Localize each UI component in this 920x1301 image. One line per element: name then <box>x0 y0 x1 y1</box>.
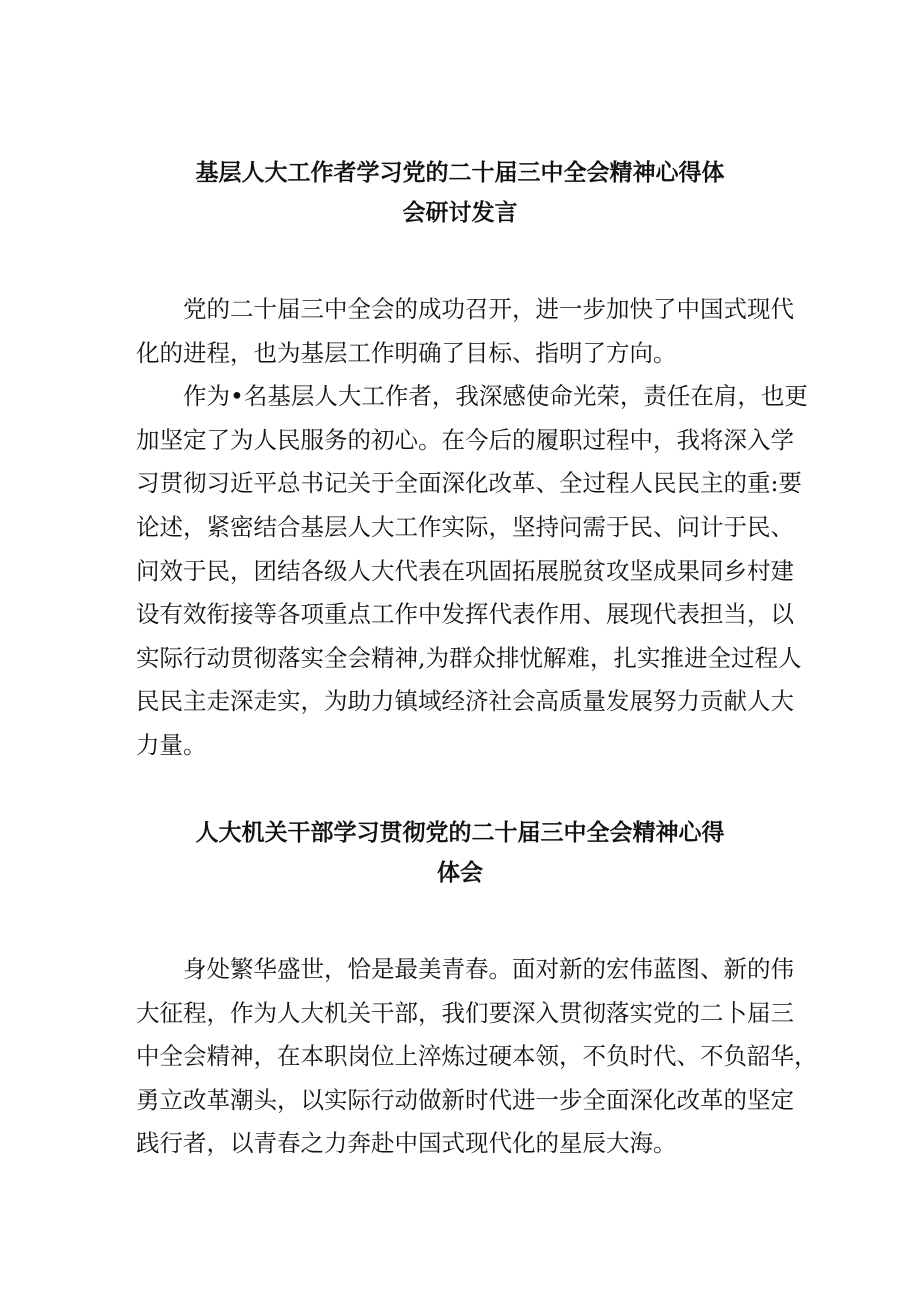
text-line: 加坚定了为人民服务的初心。在今后的履职过程中，我将深入学 <box>136 425 794 454</box>
text-line: 设有效衔接等各项重点工作中发挥代表作用、展现代表担当，以 <box>136 600 794 629</box>
text-line: 习贯彻习近平总书记关于全面深化改革、全过程人民民主的重:要 <box>136 469 802 498</box>
title-line: 人大机关干部学习贯彻党的二十届三中全会精神心得 <box>195 820 725 846</box>
text-line: 身处繁华盛世，恰是最美青春。面对新的宏伟蓝图、新的伟 <box>183 955 794 983</box>
text-line: 问效于民，团结各级人大代表在巩固拓展脱贫攻坚成果同乡村建 <box>136 556 794 585</box>
text-line: 党的二十届三中全会的成功召开，进一步加快了中国式现代 <box>183 295 794 323</box>
text-line: 力量。 <box>136 730 207 759</box>
text-line: 化的进程，也为基层工作明确了目标、指明了方向。 <box>136 338 677 367</box>
text-line: 作为•名基层人大工作者，我深感使命光荣，责任在肩，也更 <box>183 382 808 411</box>
section-2-title <box>120 813 800 893</box>
section-1-title <box>120 153 800 233</box>
section-2-body <box>136 948 818 1166</box>
text-line: 勇立改革潮头，以实际行动做新时代进一步全面深化改革的坚定 <box>136 1085 794 1114</box>
paragraph <box>136 948 818 1166</box>
title-line: 体会 <box>437 860 483 886</box>
title-line: 会研讨发言 <box>402 200 518 226</box>
text-line: 中全会精神，在本职岗位上淬炼过硬本领，不负时代、不负韶华， <box>136 1042 818 1071</box>
text-line: 民民主走深走实，为助力镇域经济社会高质量发展努力贡献人大 <box>136 687 794 716</box>
paragraph <box>136 375 808 767</box>
section-1-body <box>136 288 808 768</box>
text-line: 大征程，作为人大机关干部，我们要深入贯彻落实党的二卜届三 <box>136 998 794 1027</box>
text-line: 论述，紧密结合基层人大工作实际，坚持问需于民、问计于民、 <box>136 512 794 541</box>
paragraph <box>136 288 796 375</box>
title-line: 基层人大工作者学习党的二十届三中全会精神心得体 <box>195 160 725 186</box>
text-line: 践行者，以青春之力奔赴中国式现代化的星辰大海。 <box>136 1129 677 1158</box>
text-line: 实际行动贯彻落实全会精神,为群众排忧解难，扎实推进全过程人 <box>136 643 802 672</box>
